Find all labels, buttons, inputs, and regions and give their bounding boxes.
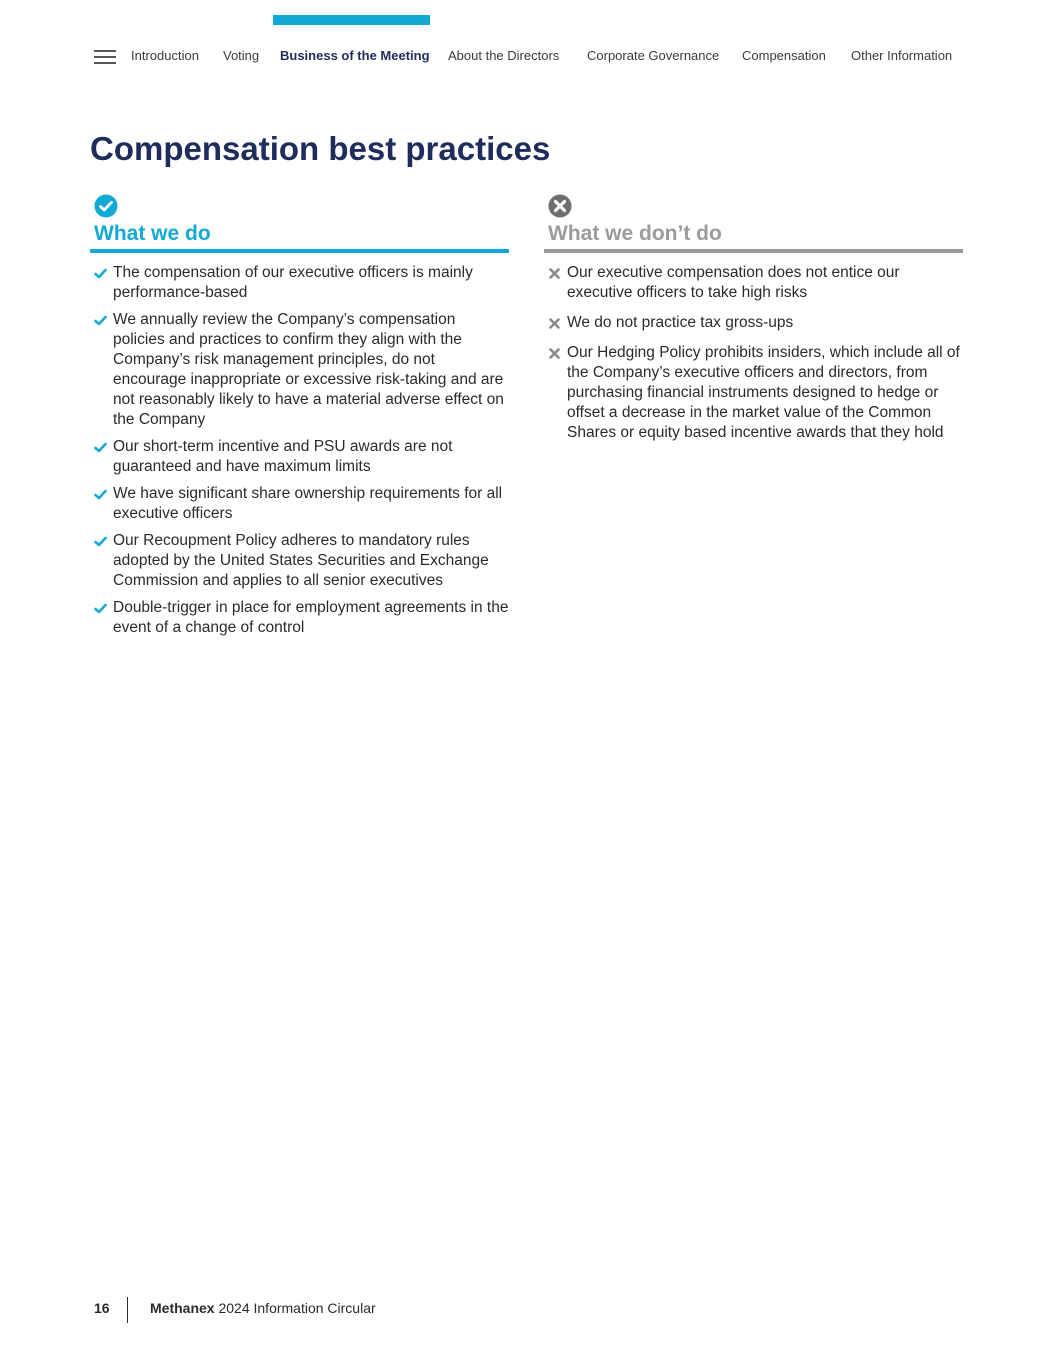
what-we-dont-do-heading: What we don’t do	[548, 222, 722, 245]
list-item: Our Recoupment Policy adheres to mandatory rules adopted by the United States Securities and Exchange Commission and applies to all senior executives	[90, 531, 509, 591]
x-circle-icon	[548, 194, 572, 218]
footer-title: 2024 Information Circular	[218, 1300, 376, 1316]
what-we-do-list	[90, 263, 509, 638]
list-item: We do not practice tax gross-ups	[544, 313, 963, 333]
list-item: The compensation of our executive officers is mainly performance-based	[90, 263, 509, 303]
x-mark-icon	[548, 268, 561, 279]
list-item: Our executive compensation does not entice our executive officers to take high risks	[544, 263, 963, 303]
what-we-do-heading: What we do	[94, 222, 211, 245]
what-we-dont-do-rule	[544, 249, 963, 253]
nav-item-business-of-the-meeting[interactable]: Business of the Meeting	[280, 48, 430, 63]
what-we-dont-do-list	[544, 263, 963, 443]
what-we-dont-do-column	[544, 194, 963, 453]
nav-item-introduction[interactable]: Introduction	[131, 48, 199, 63]
nav-item-corporate-governance[interactable]: Corporate Governance	[587, 48, 720, 63]
what-we-do-column	[90, 194, 509, 645]
check-circle-icon	[94, 194, 118, 218]
list-item: Our Hedging Policy prohibits insiders, which include all of the Company’s executive officers and directors, from purchasing financial instruments designed to hedge or offset a decrease in the market value of the Common Shares or equity based incentive awards that they hold	[544, 343, 963, 443]
active-tab-indicator	[273, 15, 430, 25]
footer-doc-title	[150, 1300, 376, 1316]
page-title: Compensation best practices	[90, 130, 551, 167]
what-we-do-rule	[90, 249, 509, 253]
x-mark-icon	[548, 348, 561, 359]
checkmark-icon	[94, 603, 107, 614]
list-item: We annually review the Company’s compensation policies and practices to confirm they align with the Company’s risk management principles, do not encourage inappropriate or excessive risk-taking and are not reasonably likely to have a material adverse effect on the Company	[90, 310, 509, 430]
hamburger-menu-icon[interactable]	[94, 50, 116, 64]
list-item: Our short-term incentive and PSU awards are not guaranteed and have maximum limits	[90, 437, 509, 477]
footer-divider	[127, 1297, 128, 1323]
checkmark-icon	[94, 536, 107, 547]
page-number: 16	[94, 1300, 110, 1316]
checkmark-icon	[94, 489, 107, 500]
footer-brand: Methanex	[150, 1300, 215, 1316]
nav-item-voting[interactable]: Voting	[223, 48, 260, 63]
nav-item-compensation[interactable]: Compensation	[742, 48, 826, 63]
checkmark-icon	[94, 315, 107, 326]
nav-item-about-the-directors[interactable]: About the Directors	[448, 48, 560, 63]
nav-item-other-information[interactable]: Other Information	[851, 48, 953, 63]
checkmark-icon	[94, 442, 107, 453]
checkmark-icon	[94, 268, 107, 279]
list-item: We have significant share ownership requirements for all executive officers	[90, 484, 509, 524]
list-item: Double-trigger in place for employment agreements in the event of a change of control	[90, 598, 509, 638]
x-mark-icon	[548, 318, 561, 329]
